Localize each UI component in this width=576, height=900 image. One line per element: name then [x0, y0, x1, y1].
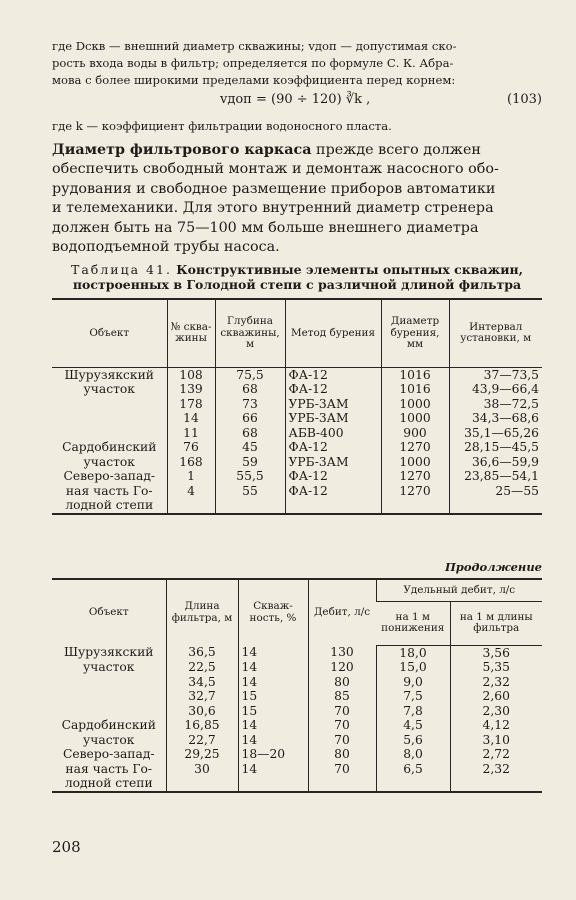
table-cell: ФА-12: [285, 440, 381, 455]
body-paragraph: [52, 141, 542, 257]
object-cell: [52, 411, 167, 426]
table-cell: 1270: [381, 484, 449, 499]
table-cell: 15: [238, 704, 308, 719]
table-row: [52, 776, 542, 792]
object-cell: [52, 498, 167, 514]
object-cell: [52, 382, 167, 397]
col-header: Объект: [52, 299, 167, 367]
table-cell: 22,7: [166, 733, 238, 748]
table-cell: 14: [238, 718, 308, 733]
table-cell: 2,32: [450, 762, 542, 777]
table-row: [52, 469, 542, 484]
table-row: [52, 675, 542, 690]
table-cell: 15: [238, 689, 308, 704]
object-cell: [52, 733, 166, 748]
col-group-header: Удельный дебит, л/с: [376, 579, 542, 601]
table-row: [52, 484, 542, 499]
table-row: [52, 704, 542, 719]
col-header: Интервал установки, м: [449, 299, 542, 367]
object-cell: [52, 762, 166, 777]
table-cell: УРБ-3АМ: [285, 411, 381, 426]
object-name-line: участок: [83, 454, 135, 469]
table-cell: 38—72,5: [449, 397, 542, 412]
table-cell: [308, 776, 376, 792]
table-cell: 14: [238, 762, 308, 777]
table-body: [52, 645, 542, 792]
object-name-line: Сардобинский: [62, 440, 157, 454]
object-cell: [52, 704, 166, 719]
table-cell: УРБ-3АМ: [285, 397, 381, 412]
table-cell: 1000: [381, 455, 449, 470]
text-line: где Dскв — внешний диаметр скважины; vдоп — допустимая ско-: [52, 39, 457, 53]
table-cell: 4,12: [450, 718, 542, 733]
object-cell: [52, 747, 166, 762]
table-41-part2: [52, 578, 542, 793]
table-cell: 9,0: [376, 675, 450, 690]
object-name-line: ная часть Го-: [65, 761, 153, 776]
table-cell: 2,32: [450, 675, 542, 690]
table-cell: 23,85—54,1: [449, 469, 542, 484]
table-row: [52, 718, 542, 733]
table-cell: 2,60: [450, 689, 542, 704]
table-cell: ФА-12: [285, 484, 381, 499]
table-cell: 1270: [381, 469, 449, 484]
table-cell: [167, 498, 215, 514]
text-line: и телемеханики. Для этого внутренний диаметр стренера: [52, 200, 494, 217]
table-cell: 15,0: [376, 660, 450, 675]
table-cell: 30: [166, 762, 238, 777]
table-row: [52, 440, 542, 455]
text-line: рудования и свободное размещение приборов автоматики: [52, 180, 496, 197]
table-cell: 16,85: [166, 718, 238, 733]
table-cell: [166, 776, 238, 792]
table-cell: 168: [167, 455, 215, 470]
table-cell: 1016: [381, 367, 449, 382]
table-cell: 85: [308, 689, 376, 704]
caption-prefix: Таблица 41.: [71, 262, 172, 277]
table-row: [52, 382, 542, 397]
table-cell: [238, 776, 308, 792]
table-cell: 70: [308, 704, 376, 719]
text-line: рость входа воды в фильтр; определяется по формуле С. К. Абра-: [52, 56, 454, 70]
table-cell: 68: [215, 382, 285, 397]
table-cell: 36,5: [166, 645, 238, 660]
text-line: обеспечить свободный монтаж и демонтаж насосного обо-: [52, 161, 499, 178]
table-caption: [52, 262, 542, 292]
continuation-label: Продолжение: [444, 560, 542, 574]
caption-title-line2: построенных в Голодной степи с различной длиной фильтра: [72, 277, 522, 292]
object-cell: [52, 660, 166, 675]
object-cell: [52, 469, 167, 484]
table-cell: 76: [167, 440, 215, 455]
table-cell: 29,25: [166, 747, 238, 762]
object-cell: [52, 776, 166, 792]
formula-block: [52, 92, 542, 112]
table-cell: 66: [215, 411, 285, 426]
table-cell: 1: [167, 469, 215, 484]
table-cell: 5,35: [450, 660, 542, 675]
table-cell: 108: [167, 367, 215, 382]
table-cell: 3,10: [450, 733, 542, 748]
table-cell: ФА-12: [285, 469, 381, 484]
object-name-line: ная часть Го-: [65, 483, 153, 498]
table-cell: 14: [238, 660, 308, 675]
table-row: [52, 689, 542, 704]
col-header: Объект: [88, 605, 129, 618]
table-cell: 55,5: [215, 469, 285, 484]
object-cell: [52, 426, 167, 441]
table-cell: 6,5: [376, 762, 450, 777]
text-line: водоподъемной трубы насоса.: [52, 239, 280, 256]
table-row: [52, 747, 542, 762]
table-cell: 59: [215, 455, 285, 470]
table-cell: 35,1—65,26: [449, 426, 542, 441]
object-name-line: Северо-запад-: [63, 469, 156, 483]
table-cell: 34,3—68,6: [449, 411, 542, 426]
table-cell: 70: [308, 718, 376, 733]
formula-expression: vдоп = (90 ÷ 120) ∛k ,: [220, 92, 371, 107]
table-cell: 2,72: [450, 747, 542, 762]
table-cell: 14: [167, 411, 215, 426]
object-name-line: Шурузякский: [64, 367, 154, 382]
table-41-part1: [52, 298, 542, 515]
table-cell: 1000: [381, 397, 449, 412]
object-name-line: Северо-запад-: [62, 747, 155, 761]
table-cell: УРБ-3АМ: [285, 455, 381, 470]
intro-text: [52, 38, 542, 89]
table-cell: 5,6: [376, 733, 450, 748]
object-name-line: Сардобинский: [61, 718, 156, 732]
table-cell: 1270: [381, 440, 449, 455]
object-cell: [52, 484, 167, 499]
page-number: 208: [52, 838, 81, 856]
table-cell: 7,5: [376, 689, 450, 704]
col-header: Глубина скважины, м: [215, 299, 285, 367]
table-cell: 18,0: [376, 645, 450, 660]
table-cell: 28,15—45,5: [449, 440, 542, 455]
object-cell: [52, 367, 167, 382]
object-cell: [52, 645, 166, 660]
table-cell: [381, 498, 449, 514]
table-cell: 75,5: [215, 367, 285, 382]
table-cell: 80: [308, 675, 376, 690]
table-cell: [376, 776, 450, 792]
table-cell: 80: [308, 747, 376, 762]
table-cell: 120: [308, 660, 376, 675]
table-row: [52, 455, 542, 470]
object-cell: [52, 397, 167, 412]
object-name-line: лодной степи: [64, 776, 153, 790]
col-header: Метод бурения: [285, 299, 381, 367]
table-row: [52, 498, 542, 514]
table-row: [52, 645, 542, 660]
object-name-line: участок: [83, 732, 135, 747]
table-cell: 14: [238, 645, 308, 660]
table-cell: 37—73,5: [449, 367, 542, 382]
table-cell: 30,6: [166, 704, 238, 719]
object-name-line: лодной степи: [65, 498, 154, 512]
object-cell: [52, 455, 167, 470]
table-cell: ФА-12: [285, 382, 381, 397]
table-cell: [215, 498, 285, 514]
col-header: Диаметр бурения, мм: [381, 299, 449, 367]
table-row: [52, 762, 542, 777]
table-cell: АБВ-400: [285, 426, 381, 441]
table-cell: 14: [238, 733, 308, 748]
table-cell: 130: [308, 645, 376, 660]
object-name-line: участок: [83, 660, 135, 674]
table-cell: 7,8: [376, 704, 450, 719]
col-header: на 1 м понижения: [376, 601, 450, 645]
table-cell: 25—55: [449, 484, 542, 499]
object-cell: [52, 675, 166, 690]
table-cell: 900: [381, 426, 449, 441]
table-cell: 34,5: [166, 675, 238, 690]
text-line: [52, 141, 542, 160]
col-header: Дебит, л/с: [308, 579, 376, 645]
bold-lead: Диаметр фильтрового каркаса: [52, 142, 312, 158]
table-row: [52, 426, 542, 441]
table-cell: 55: [215, 484, 285, 499]
formula-number: (103): [507, 92, 542, 107]
table-cell: [449, 498, 542, 514]
text-line: мова с более широкими пределами коэффициента перед корнем:: [52, 73, 456, 87]
table-cell: 14: [238, 675, 308, 690]
object-name-line: участок: [83, 382, 135, 396]
formula-note: [52, 118, 542, 135]
table-cell: [285, 498, 381, 514]
object-cell: [52, 440, 167, 455]
table-cell: 36,6—59,9: [449, 455, 542, 470]
table-cell: 178: [167, 397, 215, 412]
text-line: должен быть на 75—100 мм больше внешнего диаметра: [52, 219, 479, 236]
table-cell: 11: [167, 426, 215, 441]
table-row: [52, 733, 542, 748]
table-cell: ФА-12: [285, 367, 381, 382]
table-cell: 73: [215, 397, 285, 412]
table-cell: 2,30: [450, 704, 542, 719]
caption-title: Конструктивные элементы опытных скважин,: [171, 262, 523, 277]
text-line: где k — коэффициент фильтрации водоносного пласта.: [52, 119, 392, 133]
col-header: на 1 м длины фильтра: [450, 601, 542, 645]
table-cell: 43,9—66,4: [449, 382, 542, 397]
table-cell: 22,5: [166, 660, 238, 675]
object-cell: [52, 718, 166, 733]
table-cell: 1016: [381, 382, 449, 397]
table-cell: 32,7: [166, 689, 238, 704]
object-cell: [52, 689, 166, 704]
col-header: Длина фильтра, м: [166, 579, 238, 645]
col-header: Скваж-ность, %: [238, 579, 308, 645]
table-row: [52, 660, 542, 675]
table-cell: 68: [215, 426, 285, 441]
table-cell: 4,5: [376, 718, 450, 733]
table-cell: 70: [308, 762, 376, 777]
table-cell: 1000: [381, 411, 449, 426]
table-cell: 18—20: [238, 747, 308, 762]
table-cell: 3,56: [450, 645, 542, 660]
table-cell: 4: [167, 484, 215, 499]
col-header: № сква-жины: [167, 299, 215, 367]
table-cell: 139: [167, 382, 215, 397]
table-row: [52, 411, 542, 426]
table-cell: 70: [308, 733, 376, 748]
table-body: [52, 367, 542, 514]
table-row: [52, 367, 542, 382]
table-cell: 45: [215, 440, 285, 455]
table-cell: [450, 776, 542, 792]
text-fragment: прежде всего должен: [311, 142, 481, 158]
table-row: [52, 397, 542, 412]
object-name-line: Шурузякский: [64, 645, 154, 659]
table-cell: 8,0: [376, 747, 450, 762]
